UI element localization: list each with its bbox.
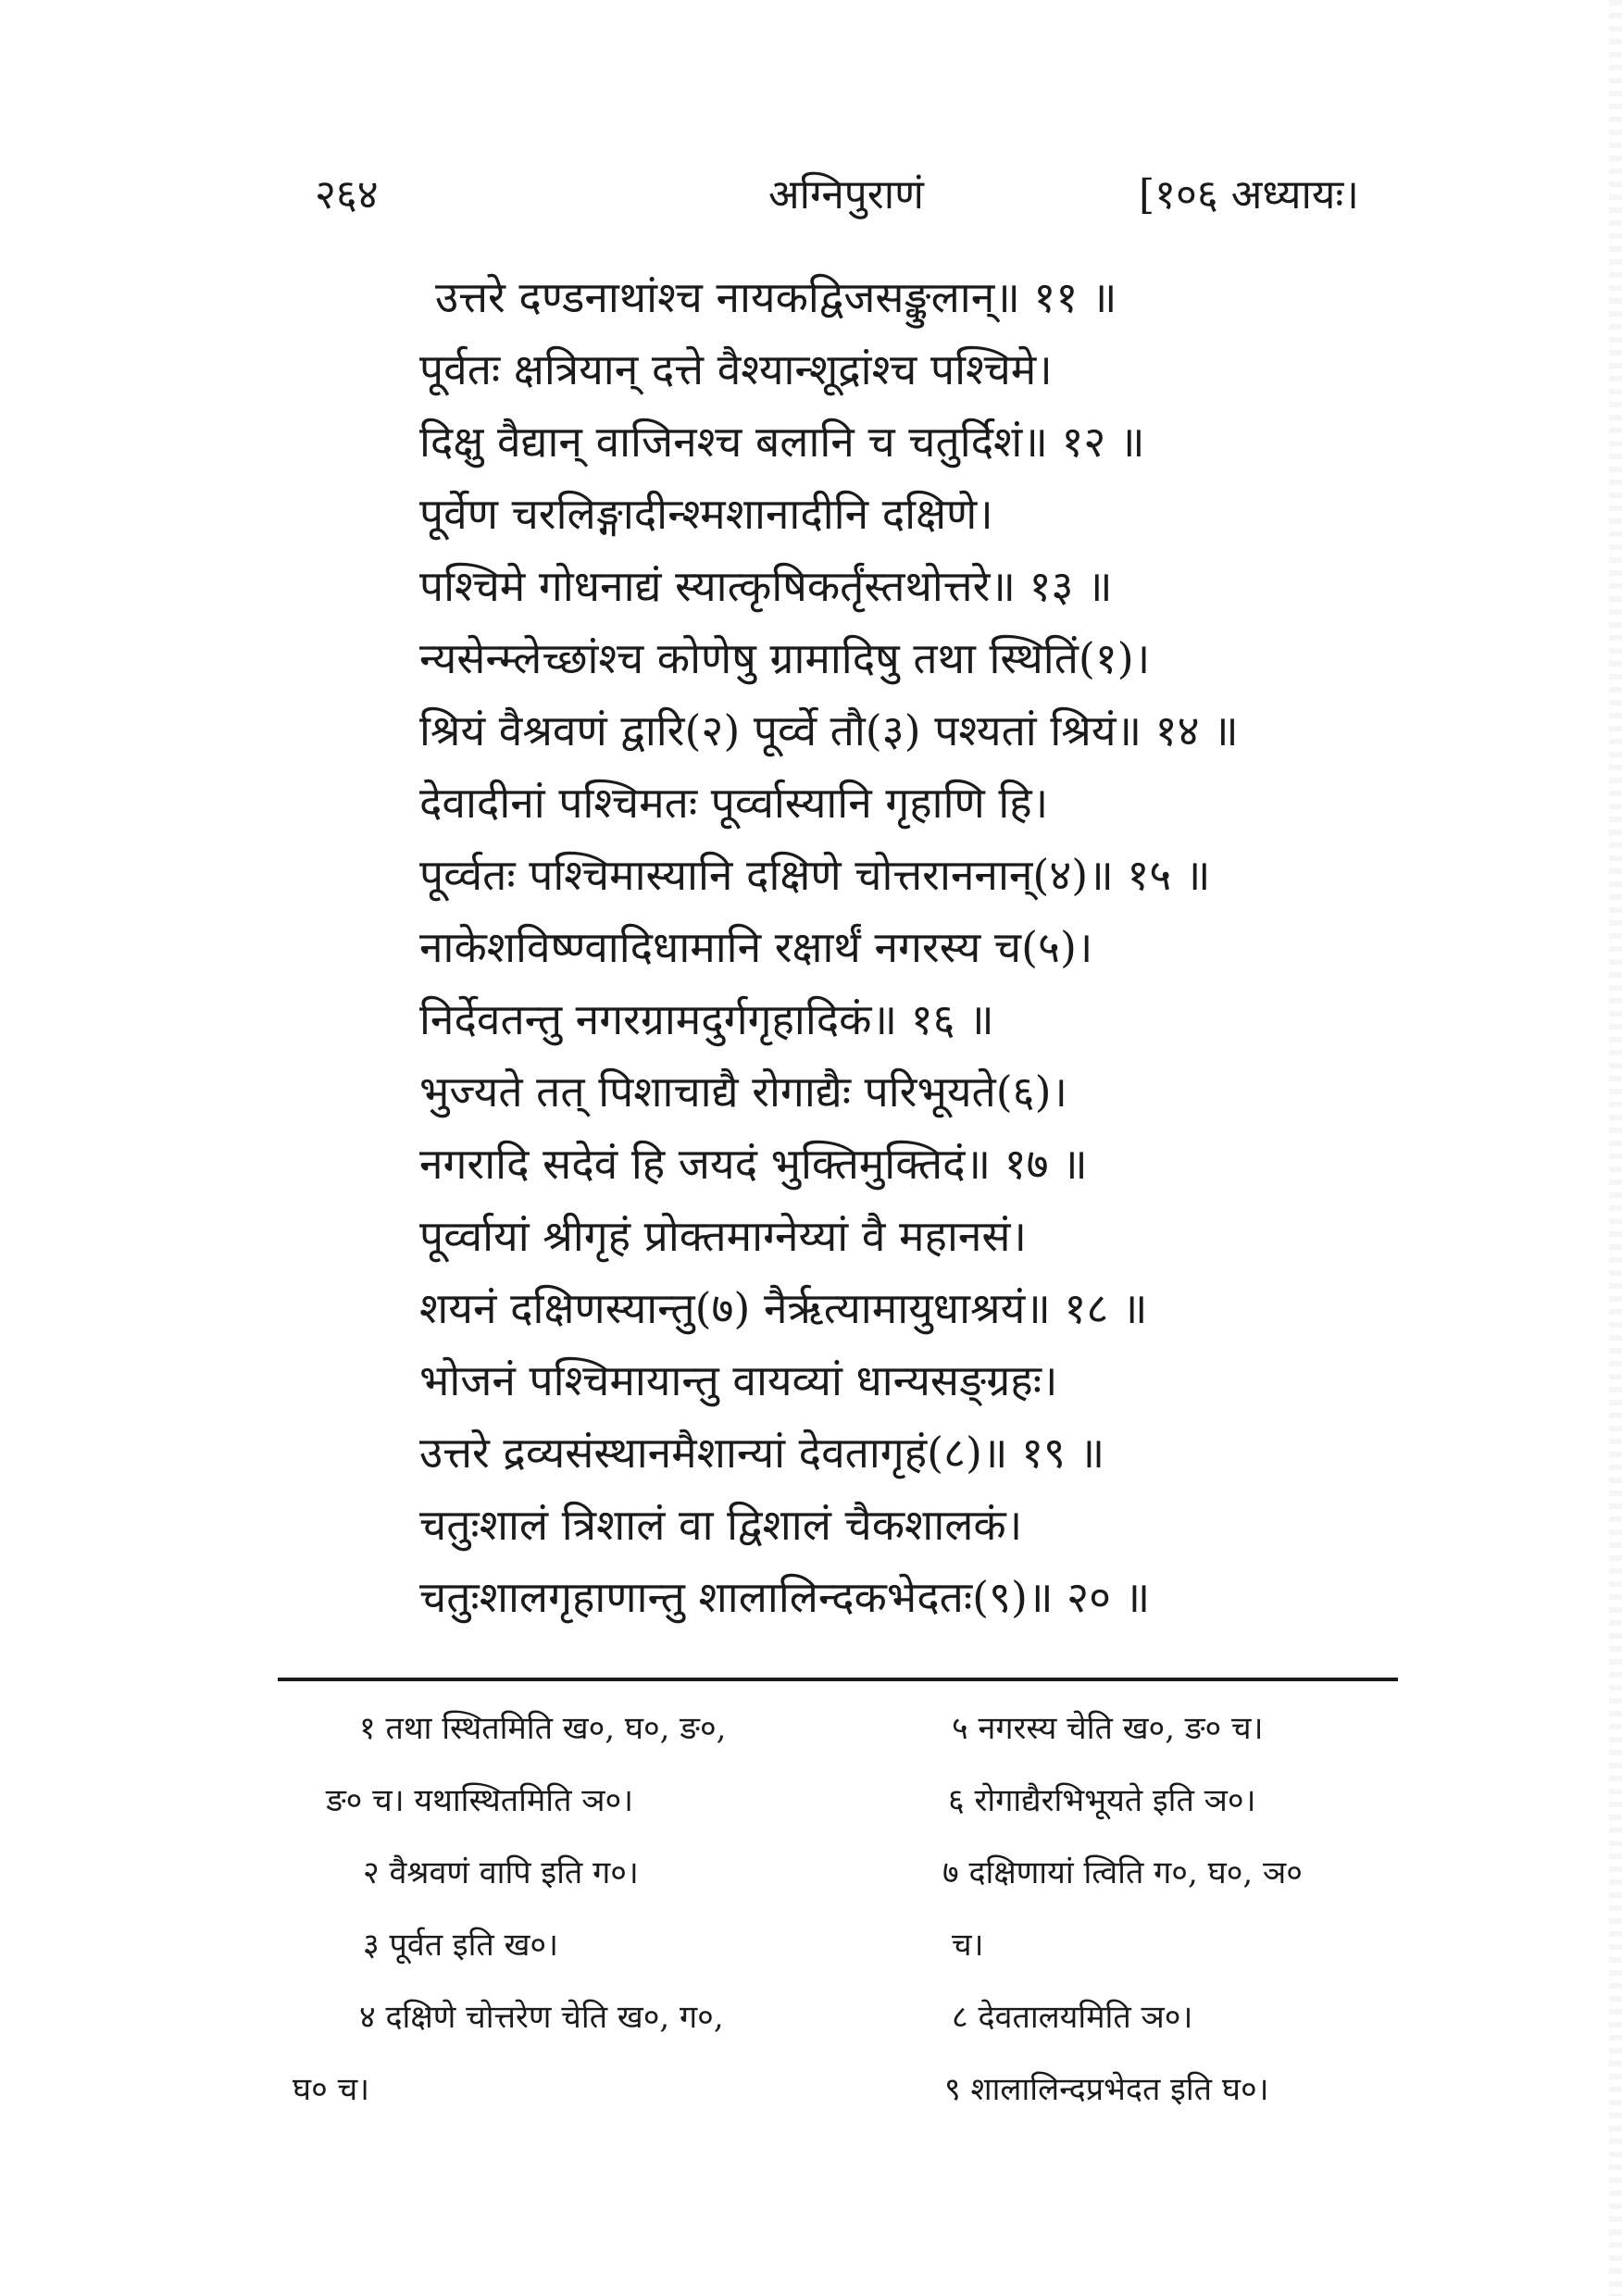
verse-line: पूर्व्वायां श्रीगृहं प्रोक्तमाग्नेय्यां वै महानसं। bbox=[419, 1211, 1027, 1261]
verse-line: भुज्यते तत् पिशाचाद्यै रोगाद्यैः परिभूयते(६)। bbox=[419, 1067, 1067, 1117]
footnote: च। bbox=[952, 1927, 984, 1964]
verse-line: उत्तरे द्रव्यसंस्थानमैशान्यां देवतागृहं(८)॥ १९ ॥ bbox=[419, 1428, 1105, 1478]
verse-line: श्रियं वैश्रवणं द्वारि(२) पूर्व्वे तौ(३) पश्यतां श्रियं॥ १४ ॥ bbox=[419, 705, 1239, 755]
verse-line: न्यसेन्म्लेच्छांश्च कोणेषु ग्रामादिषु तथा स्थितिं(१)। bbox=[419, 633, 1151, 683]
footnote: ८ देवतालयमिति ञ०। bbox=[952, 1999, 1193, 2036]
footnote: ५ नगरस्य चेति ख०, ङ० च। bbox=[952, 1710, 1264, 1747]
verse-line: नाकेशविष्ण्वादिधामानि रक्षार्थं नगरस्य च(५)। bbox=[419, 922, 1093, 972]
footnote: ङ० च। यथास्थितमिति ञ०। bbox=[326, 1782, 634, 1819]
verse-line: देवादीनां पश्चिमतः पूर्व्वास्यानि गृहाणि हि। bbox=[419, 778, 1049, 828]
footnote-divider bbox=[278, 1678, 1398, 1681]
running-title: अग्निपुराणं bbox=[768, 171, 924, 218]
verse-line: पूर्व्वतः पश्चिमास्यानि दक्षिणे चोत्तराननान्(४)॥ १५ ॥ bbox=[419, 850, 1211, 900]
footnote: ७ दक्षिणायां त्विति ग०, घ०, ञ० bbox=[942, 1854, 1303, 1891]
verse-line: पश्चिमे गोधनाद्यं स्यात्कृषिकर्तृंस्तथोत्तरे॥ १३ ॥ bbox=[419, 561, 1113, 611]
verse-line: चतुःशालगृहाणान्तु शालालिन्दकभेदतः(९)॥ २० ॥ bbox=[419, 1572, 1151, 1622]
verse-line: चतुःशालं त्रिशालं वा द्विशालं चैकशालकं। bbox=[419, 1500, 1023, 1550]
footnote: २ वैश्रवणं वापि इति ग०। bbox=[363, 1854, 639, 1891]
footnote: ९ शालालिन्दप्रभेदत इति घ०। bbox=[944, 2071, 1269, 2108]
verse-line: पूर्वेण चरलिङ्गादीन्श्मशानादीनि दक्षिणे। bbox=[419, 489, 993, 539]
verse-line: निर्देवतन्तु नगरग्रामदुर्गगृहादिकं॥ १६ ॥ bbox=[419, 994, 994, 1044]
verse-line: दिक्षु वैद्यान् वाजिनश्च बलानि च चतुर्दिशं॥ १२ ॥ bbox=[419, 417, 1145, 467]
verse-line: नगरादि सदेवं हि जयदं भुक्तिमुक्तिदं॥ १७ ॥ bbox=[419, 1139, 1088, 1189]
page-edge-shadow bbox=[1609, 0, 1622, 2296]
footnote: ४ दक्षिणे चोत्तरेण चेति ख०, ग०, bbox=[359, 1999, 724, 2036]
footnote: १ तथा स्थितमिति ख०, घ०, ङ०, bbox=[359, 1710, 727, 1747]
verse-line: भोजनं पश्चिमायान्तु वायव्यां धान्यसङ्ग्रहः। bbox=[419, 1355, 1058, 1405]
chapter-label: [१०६ अध्यायः। bbox=[1139, 171, 1359, 218]
page-number: २६४ bbox=[315, 171, 379, 218]
footnote: ३ पूर्वत इति ख०। bbox=[363, 1927, 558, 1964]
verse-line: शयनं दक्षिणस्यान्तु(७) नैर्ऋत्यामायुधाश्रयं॥ १८ ॥ bbox=[419, 1283, 1148, 1333]
verse-line: पूर्वतः क्षत्रियान् दत्ते वैश्यान्शूद्रांश्च पश्चिमे। bbox=[419, 344, 1053, 394]
footnote: ६ रोगाद्यैरभिभूयते इति ञ०। bbox=[948, 1782, 1256, 1819]
footnote: घ० च। bbox=[293, 2071, 370, 2108]
verse-line: उत्तरे दण्डनाथांश्च नायकद्विजसङ्कुलान्॥ ११ ॥ bbox=[435, 272, 1117, 322]
running-header bbox=[0, 165, 1622, 220]
